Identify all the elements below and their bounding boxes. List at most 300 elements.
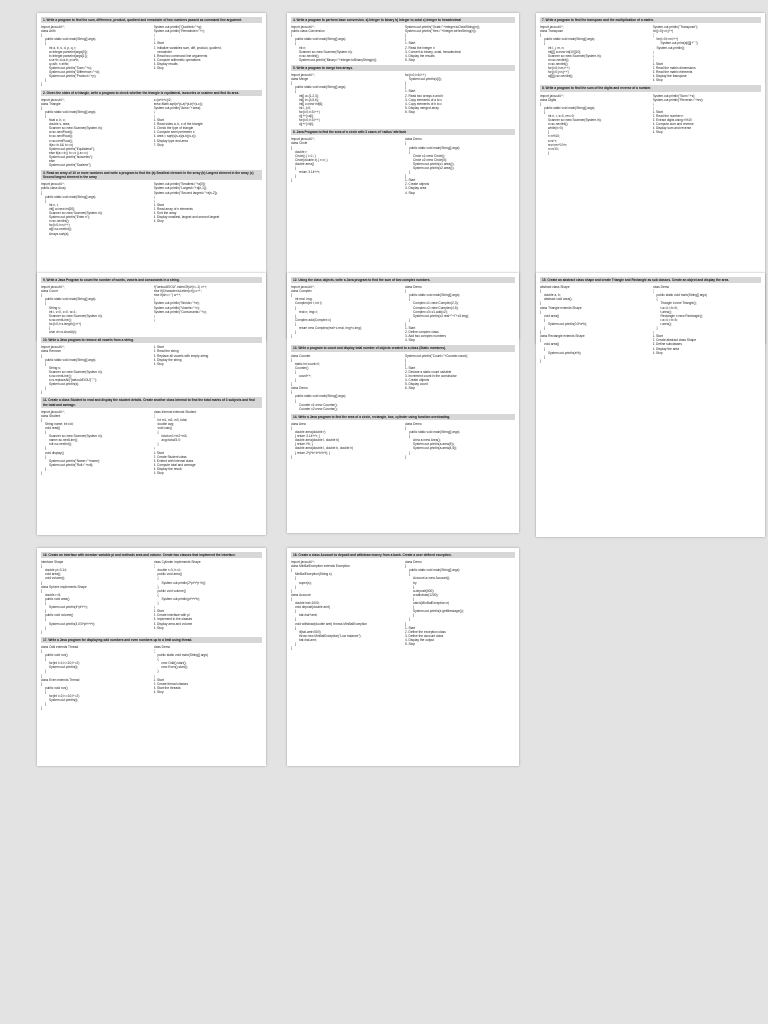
code-columns: [41, 410, 262, 476]
code-line: new Even().start();: [161, 665, 188, 670]
code-line: import java.util.*;: [41, 345, 65, 350]
code-line: 4. Display smallest, largest and second largest: [153, 215, 220, 220]
code-line: interface Shape: [41, 560, 64, 565]
right-code-column: [653, 94, 762, 155]
code-line: return new Complex(real+c.real, img+c.img);: [299, 326, 362, 331]
code-line: public static void main(String[] args): [45, 357, 96, 362]
code-line: 1. Start: [652, 109, 663, 114]
code-line: Circle c1=new Circle();: [413, 153, 446, 158]
code-line: }: [405, 33, 407, 38]
code-line: }: [652, 330, 654, 335]
code-line: {: [45, 689, 47, 694]
program-section: [41, 552, 262, 634]
code-line: }: [153, 194, 155, 199]
code-line: public static void main(String[] args): [656, 293, 707, 298]
code-line: System.out.println(s);: [49, 382, 80, 387]
code-line: class MinBalException extends Exception: [291, 564, 350, 569]
code-line: {: [153, 648, 155, 653]
program-section: [41, 337, 262, 394]
code-line: System.out.println("Consonants="+c);: [153, 309, 207, 314]
code-line: }: [413, 613, 415, 618]
code-line: 5. Display count: [405, 382, 428, 387]
code-line: {: [291, 33, 293, 38]
code-line: 6. Stop: [153, 66, 164, 71]
code-line: super(s);: [299, 580, 312, 585]
code-line: int n;: [299, 45, 306, 50]
code-line: void volume();: [45, 576, 66, 581]
code-line: System.out.println("Product="+p);: [49, 74, 97, 79]
code-line: }: [405, 37, 407, 42]
code-line: String name; int roll;: [45, 421, 74, 426]
code-line: Circle(double x) { r=x; }: [295, 157, 328, 162]
code-line: System.out.println("Quotient="+q);: [153, 25, 202, 30]
code-line: 4. Display area and volume: [153, 621, 193, 626]
code-line: public void run(): [45, 653, 68, 658]
code-line: System.out.println("Reverse="+rev);: [652, 97, 704, 102]
right-code-column: [154, 645, 263, 711]
code-line: {: [291, 426, 293, 430]
code-line: 3. Display area: [405, 186, 427, 191]
code-line: import java.util.*;: [41, 97, 65, 102]
code-line: System.out.println(pi*r*r*h);: [161, 596, 201, 601]
code-line: 2. Create interface with pi: [153, 613, 190, 618]
code-line: for(i=0;i<3;i++): [299, 109, 320, 114]
code-line: {: [41, 190, 43, 195]
code-line: }: [652, 49, 654, 54]
code-line: System.out.println("Count="+Counter.count);: [405, 353, 468, 358]
code-line: public static void main(String[] args): [45, 109, 96, 114]
code-line: {: [49, 326, 51, 331]
code-line: class Demo: [291, 386, 308, 391]
right-code-column: [653, 25, 762, 82]
code-line: }: [295, 641, 297, 646]
program-section: [291, 65, 515, 126]
code-line: System.out.println("Equilateral");: [49, 146, 95, 151]
code-line: 6. Stop: [153, 471, 164, 476]
code-line: c[j++]=a[i];: [299, 113, 314, 118]
right-code-column: [154, 285, 263, 334]
code-line: {: [409, 434, 411, 439]
code-line: }: [295, 584, 297, 589]
code-line: 3. Check the type of triangle: [153, 126, 194, 131]
code-line: 1. Start: [153, 118, 164, 123]
code-line: class Count: [41, 289, 58, 294]
code-line: double r;: [295, 149, 308, 154]
code-line: {: [41, 353, 43, 358]
code-line: 1. Start: [405, 326, 416, 331]
code-line: double s, area;: [49, 122, 71, 127]
program-section: [540, 17, 761, 82]
question-heading: 8. Write a program to find the sum of the digits and reverse of a number.: [540, 85, 761, 91]
code-line: Account a=new Account();: [413, 576, 451, 581]
code-line: 4. Create objects: [405, 378, 430, 383]
code-line: }: [41, 471, 43, 476]
code-line: c[j++]=b[i];: [299, 122, 314, 127]
code-line: System.out.println(2*pi*r*(r+h));: [161, 580, 206, 585]
code-line: class Digits: [540, 97, 557, 102]
code-line: }: [45, 446, 47, 451]
code-line: public static void main(String[] args): [409, 145, 460, 150]
code-line: s=sc.nextLine();: [49, 373, 72, 378]
left-code-column: [41, 182, 150, 235]
left-code-column: [540, 94, 649, 155]
code-line: }: [295, 617, 297, 622]
code-line: {: [45, 430, 47, 435]
code-line: for(int i=2;i<=10;i+=2): [49, 694, 80, 698]
code-line: { return l*b; }: [295, 442, 313, 447]
code-line: double r=3, h=4;: [157, 568, 181, 573]
code-line: 3. Convert to binary, octal, hexadecimal: [405, 49, 461, 54]
code-line: area=Math.sqrt(s*(s-a)*(s-b)*(s-c));: [153, 101, 203, 106]
right-code-column: [154, 98, 263, 168]
code-line: System.out.println("Transpose");: [652, 25, 699, 30]
right-code-column: [405, 285, 515, 342]
code-line: }: [153, 313, 155, 318]
code-line: {: [41, 648, 43, 653]
code-line: import java.util.*;: [41, 182, 65, 187]
code-line: if(a==b && b==c): [49, 142, 74, 147]
code-line: b=sc.nextFloat();: [49, 134, 73, 139]
code-line: 3. Replace all vowels with empty string: [153, 353, 209, 358]
left-code-column: [291, 285, 401, 342]
code-line: }: [45, 625, 47, 630]
right-code-column: [405, 422, 515, 459]
code-line: System.out.println(0.5*a*b);: [548, 321, 587, 326]
code-columns: [540, 285, 761, 363]
code-line: static int count=0;: [295, 361, 320, 366]
code-columns: [41, 645, 262, 711]
code-line: }: [409, 317, 411, 322]
code-line: }: [41, 390, 43, 395]
code-line: b=Integer.parseInt(args[1]);: [49, 53, 88, 58]
code-line: }: [153, 605, 155, 610]
code-line: {: [157, 430, 159, 435]
code-line: double pi=3.14;: [45, 568, 67, 573]
code-line: }: [405, 85, 407, 90]
right-code-column: [154, 410, 263, 476]
code-line: {: [41, 417, 43, 422]
code-line: 4. Display the transpose: [652, 74, 687, 79]
question-heading: 14. Write a Java program to find the area of a circle, rectangle, box, cylinder using function overloading.: [291, 414, 515, 420]
code-columns: [41, 345, 262, 394]
code-line: {: [652, 33, 654, 38]
code-line: }: [405, 361, 407, 366]
code-line: System.out.println(4*pi*r*r);: [49, 605, 88, 610]
code-line: }: [409, 450, 411, 455]
program-section: [41, 17, 262, 87]
program-section: [291, 414, 515, 459]
code-line: }: [153, 113, 155, 118]
code-line: System.out.println(c2.area());: [413, 166, 455, 170]
code-line: void withdraw(double amt) throws MinBalException: [295, 621, 368, 626]
question-heading: 1. Write a program to find the sum, difference, product, quotient and remainder of two numbers passed as command line argument.: [41, 17, 262, 23]
code-line: }: [652, 105, 654, 110]
code-line: int n, r, s=0, rev=0;: [548, 113, 575, 118]
code-line: Complex add(Complex c): [295, 317, 331, 322]
code-line: 1. Start: [153, 677, 164, 682]
code-line: catch(MinBalException e): [413, 601, 450, 606]
right-code-column: [405, 560, 515, 650]
code-line: Scanner sc=new Scanner(System.in);: [49, 369, 103, 374]
code-columns: [291, 422, 515, 459]
code-line: s=a+b; d=a-b; p=a*b;: [49, 57, 79, 62]
code-line: total=m1+m2+m3;: [161, 434, 188, 439]
code-line: real=r; img=i;: [299, 309, 318, 314]
code-line: avg=total/3.0;: [161, 438, 181, 443]
code-line: if(bal-amt<500): [299, 629, 321, 634]
code-line: 2. Read the string: [153, 349, 179, 354]
program-section: [291, 17, 515, 62]
right-code-column: [405, 73, 515, 126]
code-line: public static void main(String[] args): [544, 105, 595, 110]
code-line: System.out.println("Words="+w);: [153, 301, 200, 306]
code-line: }: [153, 109, 155, 114]
code-line: System.out.println(e.getMessage());: [413, 609, 464, 614]
code-line: import java.util.*;: [540, 93, 564, 98]
code-line: import java.util.*;: [540, 25, 564, 30]
code-line: 2. Declare a static count variable: [405, 369, 452, 374]
code-line: int i, v=0, c=0, w=1;: [49, 309, 77, 314]
code-line: 5. Stop: [652, 350, 663, 355]
code-line: 3. Read the matrix elements: [652, 70, 693, 75]
code-line: public static void main(String[] args): [544, 37, 595, 42]
code-line: {: [41, 588, 43, 593]
code-line: 5. Stop: [153, 361, 164, 366]
code-line: a=Integer.parseInt(args[0]);: [49, 49, 88, 54]
code-line: System.out.println("Name="+name);: [49, 458, 100, 463]
code-line: {: [45, 454, 47, 459]
code-line: for(int i=1;i<=10;i+=2): [49, 661, 80, 666]
program-section: [291, 277, 515, 342]
code-line: {: [45, 657, 47, 662]
code-line: public void volume(): [157, 588, 186, 593]
code-line: class Complex: [291, 289, 312, 294]
code-line: }: [291, 178, 293, 183]
code-line: name=sc.nextLine();: [49, 438, 78, 443]
code-columns: [41, 285, 262, 334]
code-line: void area();: [45, 572, 62, 577]
code-line: {: [409, 297, 411, 302]
code-line: else if(a==b || b==c || a==c): [49, 150, 88, 155]
code-line: 3. Copy elements of a to c: [405, 97, 443, 102]
left-code-column: [291, 560, 401, 650]
code-line: class Remove: [41, 349, 62, 354]
code-line: double area(double l, double b, double h): [295, 446, 354, 451]
code-line: 6. Stop: [405, 386, 416, 391]
question-heading: 2. Given the sides of a triangle, write a program to check whether the triangle is equilateral, isosceles or scalene and find its area.: [41, 90, 262, 96]
code-line: MinBalException(String s): [295, 572, 332, 577]
code-line: System.out.println("Smallest="+a[0]);: [153, 182, 206, 187]
code-line: }: [153, 673, 155, 678]
code-line: {: [544, 109, 546, 114]
left-code-column: [540, 25, 649, 82]
code-line: a=sc.nextFloat();: [49, 130, 73, 135]
code-line: }: [656, 326, 658, 331]
code-line: {: [540, 289, 542, 294]
code-line: }: [405, 454, 407, 459]
code-line: {: [291, 81, 293, 86]
code-line: 4. Stop: [405, 190, 416, 195]
code-line: System.out.println("Remainder="+r);: [153, 29, 205, 34]
code-line: {: [540, 101, 542, 106]
code-line: public static void main(String[] args): [409, 293, 460, 298]
code-line: 4. Compute semi perimeter s: [153, 130, 195, 135]
code-line: {: [291, 145, 293, 150]
code-line: public static void main(String[] args): [157, 653, 208, 658]
code-line: double bal=1000;: [295, 601, 320, 606]
code-line: }: [548, 150, 550, 155]
right-code-column: [653, 285, 762, 363]
code-line: public void area(): [45, 596, 70, 601]
code-line: public static void main(String[] args): [45, 194, 96, 199]
code-line: Scanner sc=new Scanner(System.in);: [548, 53, 602, 58]
code-line: public class Conversion: [291, 29, 325, 34]
code-line: { return 3.14*r*r; }: [295, 434, 320, 439]
code-line: {: [157, 657, 159, 662]
code-line: new Odd().start();: [161, 661, 187, 666]
code-line: double area(double l, double b): [295, 438, 340, 443]
code-line: }: [540, 301, 542, 306]
code-columns: [291, 560, 515, 650]
code-line: }: [153, 446, 155, 451]
code-line: }: [409, 617, 411, 622]
code-line: 2. Read sides a, b, c of the triangle: [153, 122, 203, 127]
code-line: System.out.println("Scalene");: [49, 163, 92, 168]
question-heading: 10. Write a Java program to remove all vowels from a string.: [41, 337, 262, 343]
left-code-column: [41, 98, 150, 168]
code-line: System.out.println("Largest="+a[n-1]);: [153, 186, 207, 191]
code-line: import java.util.*;: [291, 285, 315, 290]
code-line: void read(): [45, 426, 61, 430]
code-line: 3. Increment count in the constructor: [405, 373, 457, 378]
code-line: 3. Read two command line arguments: [153, 53, 208, 58]
code-line: String s;: [49, 365, 61, 370]
code-line: public static void main(String[] args): [409, 568, 460, 573]
code-line: }: [405, 174, 407, 179]
code-line: }: [405, 621, 407, 626]
code-line: class Demo: [405, 560, 422, 565]
code-line: }: [153, 317, 155, 322]
code-line: 7. Stop: [153, 142, 164, 147]
code-line: {: [548, 130, 550, 135]
right-code-column: [405, 25, 515, 62]
code-line: System.out.println("Hex="+Integer.toHexString(n));: [405, 29, 477, 34]
code-line: 1. Start: [153, 41, 164, 46]
code-line: 4. Stop: [405, 338, 416, 343]
code-line: }: [291, 646, 293, 651]
code-line: n=sc.nextInt();: [49, 219, 70, 224]
question-heading: 17. Write a Java program for displaying odd numbers and even numbers up to a limit using thread.: [41, 637, 262, 643]
code-line: char ch=s.charAt(i);: [49, 330, 77, 335]
code-line: n=n/10;: [548, 146, 559, 151]
code-line: System.out.println("Enter n");: [49, 215, 91, 220]
code-line: {: [45, 361, 47, 366]
code-line: }: [45, 609, 47, 614]
code-line: System.out.println("Sum="+s);: [49, 66, 92, 71]
code-line: Counter c1=new Counter();: [299, 402, 338, 407]
code-line: System.out.println(c3.real+"+i"+c3.img);: [413, 313, 470, 318]
code-line: {: [540, 33, 542, 38]
code-line: c=sc.nextFloat();: [49, 138, 73, 143]
code-line: void deposit(double amt): [295, 605, 330, 610]
code-line: {: [291, 293, 293, 298]
right-code-column: [154, 25, 263, 86]
code-line: count++;: [299, 373, 312, 378]
code-line: 2. Read array of n elements: [153, 206, 193, 211]
code-line: System.out.println("Isosceles");: [49, 154, 94, 159]
code-line: Complex c1=new Complex(2,3);: [413, 301, 459, 306]
code-line: for(i=0;i<n;i++): [49, 223, 70, 228]
code-line: 3. Start the threads: [153, 685, 181, 690]
code-line: {: [45, 601, 47, 606]
code-line: 3. Extend with Internal class: [153, 458, 194, 463]
code-line: {: [295, 576, 297, 581]
code-line: for(i=0;i<m;i++): [656, 37, 679, 42]
code-line: void calc(): [157, 426, 173, 430]
code-line: a.deposit(500);: [413, 588, 435, 593]
code-line: 2. Read the matrix dimensions: [652, 66, 696, 71]
code-line: 4. Display the results: [405, 53, 435, 58]
code-line: bal=bal+amt;: [299, 613, 318, 618]
code-line: {: [45, 41, 47, 46]
code-line: {: [405, 141, 407, 146]
code-line: }: [652, 57, 654, 62]
right-code-column: [154, 560, 263, 634]
left-code-column: [41, 410, 150, 476]
code-line: 2. Create Student class: [153, 454, 187, 459]
code-line: double area(double r): [295, 430, 326, 435]
code-line: }: [295, 378, 297, 383]
program-section: [41, 90, 262, 168]
program-section: [291, 345, 515, 410]
code-line: 2. Define the exception class: [405, 629, 446, 634]
code-line: class Arith: [41, 29, 56, 34]
code-line: 4. Display the area: [652, 346, 680, 351]
left-code-column: [41, 645, 150, 711]
code-line: 1. Start: [652, 61, 663, 66]
question-heading: 12. Using the class objects, write a Java program to find the sum of two complex numbers.: [291, 277, 515, 283]
code-line: Complex c2=new Complex(4,5);: [413, 305, 459, 310]
code-line: for(i=0;i<3;i++): [299, 118, 320, 123]
code-line: {: [295, 398, 297, 403]
code-line: public static void main(String[] args): [45, 37, 96, 42]
code-line: }: [295, 174, 297, 179]
code-line: remainder: [157, 49, 172, 54]
code-line: { return 2*(l*b+b*h+h*l); }: [295, 450, 331, 455]
code-line: Scanner sc=new Scanner(System.in);: [49, 313, 103, 318]
code-line: }: [41, 629, 43, 634]
code-line: 6. Stop: [405, 109, 416, 114]
code-line: }: [291, 454, 293, 459]
code-line: t.area();: [660, 309, 672, 314]
code-columns: [41, 182, 262, 235]
code-line: q=a/b; r=a%b;: [49, 61, 70, 66]
left-code-column: [291, 422, 401, 459]
program-section: [41, 170, 262, 235]
code-line: Counter(): [295, 365, 309, 370]
code-line: 6. Display type and area: [153, 138, 188, 143]
code-line: {: [652, 289, 654, 294]
code-line: Counter c2=new Counter();: [299, 406, 338, 411]
page-7: [37, 548, 266, 766]
code-line: Arrays.sort(a);: [49, 231, 70, 236]
code-line: Scanner sc=new Scanner(System.in);: [299, 49, 353, 54]
code-line: 4. Display the string: [153, 357, 182, 362]
program-section: [291, 552, 515, 650]
code-line: System.out.println("Roll="+roll);: [49, 462, 94, 467]
code-line: class Demo: [153, 644, 171, 649]
code-line: bal=bal-amt;: [299, 637, 317, 642]
